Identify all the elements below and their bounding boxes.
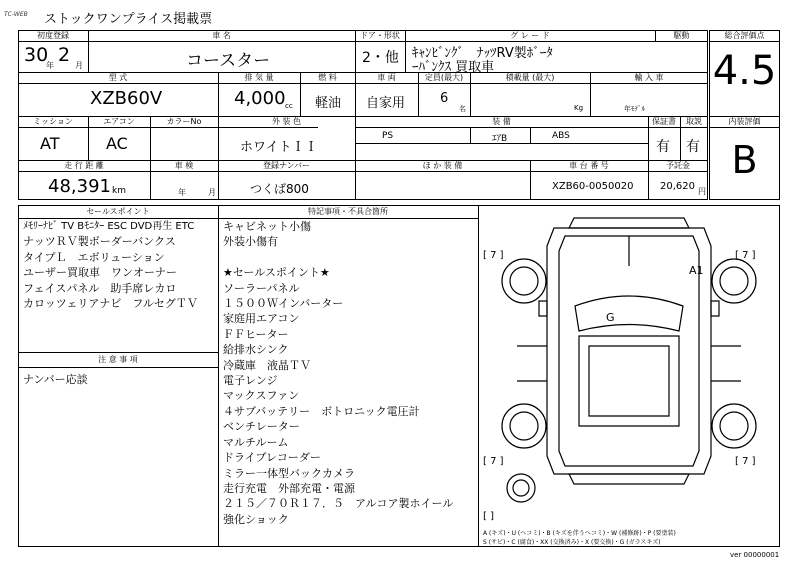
grade-label: グ レ ー ド: [510, 31, 550, 40]
sales-points-label: セールスポイント: [86, 207, 150, 216]
grade-line1: ｷｬﾝﾋﾞﾝｸﾞ ﾅｯﾂRV製ﾎﾞｰﾀ: [412, 46, 553, 61]
reg-month: 2: [58, 44, 71, 66]
import-label: 輸 入 車: [634, 73, 664, 82]
diagram-label-tr: [ 7 ]: [735, 250, 756, 261]
use-type: 自家用: [366, 96, 406, 111]
equip-airbag: ｴｱB: [492, 134, 508, 144]
list-item: ﾒﾓﾘｰﾅﾋﾞ TV Bﾓﾆﾀｰ ESC DVD再生 ETC: [23, 221, 195, 232]
other-equipment-label: ほ か 装 備: [422, 161, 463, 170]
mileage: 48,391: [48, 176, 111, 197]
aircon-label: エアコン: [103, 117, 135, 126]
list-item: カロッツェリアナビ フルセグＴＶ: [23, 297, 198, 311]
list-item: 走行充電 外部充電・電源: [223, 481, 355, 495]
list-item: マックスファン: [223, 389, 300, 403]
equip-ps: PS: [382, 131, 394, 141]
sales-points-list: [23, 219, 198, 311]
list-item: 家庭用エアコン: [223, 312, 300, 326]
displacement: 4,000: [234, 88, 286, 109]
capacity: 6: [440, 91, 449, 106]
diagram-label-br: [ 7 ]: [735, 456, 756, 467]
legend-line1: A (キズ)・U (ヘコミ)・B (キズを伴うヘコミ)・W (補修跡)・P (要塗装): [483, 530, 676, 537]
model-code: XZB60V: [90, 88, 163, 109]
reg-year: 30: [24, 44, 49, 66]
grade-line2: ｰﾊﾞﾝｸｽ 買取車: [412, 60, 495, 75]
legend-line2: S (サビ)・C (腐食)・XX (交換済み)・X (要交換)・G (ガラスキズ): [483, 539, 661, 546]
list-item: ドライブレコーダー: [223, 451, 321, 465]
damage-diagram: [479, 206, 779, 546]
list-item: ナンバー応談: [23, 373, 88, 386]
aircon: AC: [106, 134, 128, 153]
door-type-label: ドア・形状: [360, 31, 400, 40]
overall-score-label: 総合評価点: [724, 31, 765, 40]
list-item: ユーザー買取車 ワンオーナー: [23, 266, 177, 280]
notes-label: 注 意 事 項: [98, 355, 138, 364]
notes-list: [23, 372, 88, 387]
spare-label: [ ]: [483, 511, 494, 522]
diagram-label-tl: [ 7 ]: [483, 250, 504, 261]
exterior-color-label: 外 装 色: [271, 117, 302, 126]
car-outline-icon: [479, 206, 779, 546]
warranty-value: 有: [656, 139, 670, 155]
list-item: キャビネット小傷: [223, 220, 311, 233]
mission: AT: [40, 134, 60, 153]
list-item: ソーラーパネル: [223, 281, 300, 295]
damage-mark-g: G: [606, 311, 615, 324]
interior-score: B: [731, 138, 758, 182]
equip-abs: ABS: [552, 131, 570, 141]
list-item: [223, 250, 453, 265]
model-label: 型 式: [108, 73, 128, 82]
inspection-label: 車 検: [174, 161, 194, 170]
mission-label: ミッション: [33, 117, 73, 126]
car-name: コースター: [186, 51, 271, 71]
chassis-number: XZB60-0050020: [552, 181, 634, 192]
chassis-label: 車 台 番 号: [569, 161, 609, 170]
first-reg-label: 初度登録: [37, 31, 69, 40]
page-title: ストックワンプライス掲載票: [44, 12, 213, 27]
plate-number: つくば800: [250, 182, 309, 196]
list-item: フェイスパネル 助手席レカロ: [23, 281, 177, 295]
list-item: ナッツＲＶ製ボーダーバンクス: [23, 235, 176, 249]
list-item: 強化ショック: [223, 512, 289, 526]
manual-value: 有: [686, 139, 700, 155]
list-item: ★セールスポイント★: [223, 266, 330, 280]
list-item: マルチルーム: [223, 435, 289, 449]
list-item: ベンチレーター: [223, 420, 300, 434]
list-item: ４サブバッテリー ボトロニック電圧計: [223, 404, 420, 418]
version-label: ver 00000001: [730, 551, 780, 559]
door-type: 2・他: [362, 50, 399, 66]
remarks-list: [223, 219, 453, 527]
car-name-label: 車 名: [212, 31, 231, 40]
capacity-label: 定員(最大): [424, 73, 464, 82]
warranty-label: 保証書: [652, 117, 676, 126]
interior-score-label: 内装評価: [728, 117, 761, 126]
mileage-label: 走 行 距 離: [64, 161, 104, 170]
price: 20,620: [660, 181, 695, 192]
list-item: 冷蔵庫 液晶ＴＶ: [223, 358, 311, 372]
equipment-label: 装 備: [492, 117, 511, 126]
list-item: 給排水シンク: [223, 343, 289, 357]
drive-label: 駆動: [673, 31, 690, 40]
color-no-label: カラーNo: [166, 117, 202, 126]
logo: TC-WEB: [4, 11, 28, 18]
list-item: タイプＬ エボリューション: [23, 250, 165, 264]
damage-mark-a1: A1: [689, 264, 704, 277]
load-label: 積載量 (最大): [505, 73, 555, 82]
remarks-label: 特記事項・不具合箇所: [308, 207, 388, 216]
list-item: ＦＦヒーター: [223, 327, 289, 341]
displacement-label: 排 気 量: [244, 73, 274, 82]
list-item: 電子レンジ: [223, 374, 278, 388]
diagram-label-bl: [ 7 ]: [483, 456, 504, 467]
price-label: 予託金: [666, 161, 690, 170]
exterior-color: ホワイトＩＩ: [240, 140, 318, 155]
list-item: ミラー一体型バックカメラ: [223, 466, 355, 480]
list-item: 外装小傷有: [223, 235, 278, 249]
list-item: １５００Ｗインバーター: [223, 297, 344, 311]
reg-number-label: 登録ナンバー: [262, 161, 311, 170]
overall-score: 4.5: [712, 48, 777, 94]
fuel: 軽油: [315, 96, 342, 111]
vehicle-type-label: 車 両: [377, 73, 396, 82]
fuel-label: 燃 料: [318, 73, 337, 82]
manual-label: 取説: [686, 117, 702, 126]
list-item: ２１５／７０Ｒ１７．５ アルコア製ホイール: [223, 497, 454, 511]
